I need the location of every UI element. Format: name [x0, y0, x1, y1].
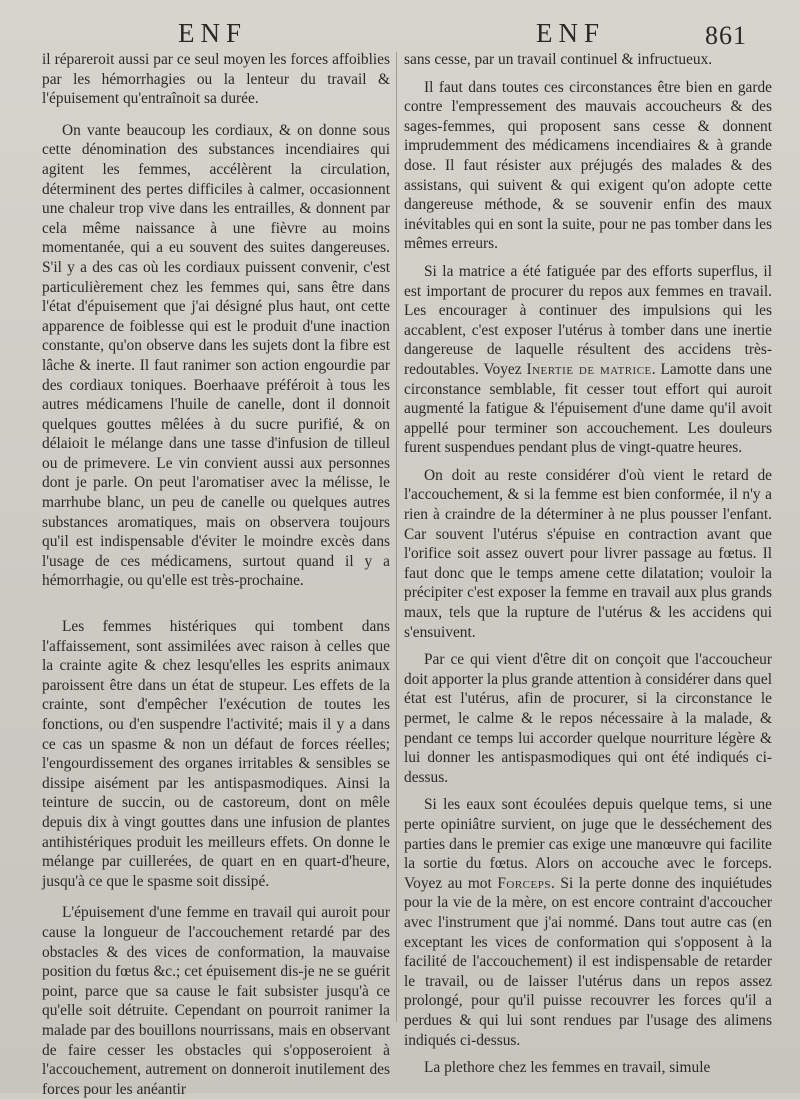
cross-reference: Forceps	[497, 874, 551, 892]
paragraph: La plethore chez les femmes en travail, simule	[424, 1059, 711, 1077]
paragraph: On doit au reste considérer d'où vient le retard de l'accouchement, & si la femme est bien conformée, il n'y a rien à craindre de la déterminer à ne plus pousser l'enfant. Car souvent l'utérus s'épuise en contraction avant que l'orifice soit assez ouvert pour livrer passage au fœtus. Il faut donc que le temps amene cette dilatation; vouloir la précipiter c'est exposer la femme en travail aux plus grands maux, tels que la rupture de l'utérus & les accidens qui s'ensuivent.	[404, 466, 772, 641]
paragraph	[404, 795, 772, 1050]
left-column	[42, 50, 390, 1098]
paragraph: sans cesse, par un travail continuel & infructueux.	[404, 51, 713, 68]
page-number: 861	[705, 21, 747, 50]
paragraph: On vante beaucoup les cordiaux, & on donne sous cette dénomination des substances incendiaires qui agitent les femmes, accélèrent la circulation, déterminent des pertes difficiles à calmer, occasionnent une chaleur trop vive dans les entrailles, & donnent par cela même naissance à une fièvre au moins momentanée, qui a eu souvent des suites dangereuses. S'il y a des cas où les cordiaux puissent convenir, c'est particulièrement chez les femmes qui, sans être dans l'état d'épuisement que j'ai désigné plus haut, ont cette apparence de foiblesse qui est le produit d'une inaction constante, qu'on observe dans les sujets dont la fibre est lâche & inerte. Il faut ranimer son action engourdie par des cordiaux toniques. Boerhaave préféroit à tous les autres médicamens l'huile de canelle, dont il donnoit quelques gouttes mêlées à du sucre purifié, & on délaioit le mélange dans une tasse d'infusion de tilleul ou de primevere. Le vin convient aussi aux personnes dont je parle. On peut l'aromatiser avec la mélisse, le marrhube blanc, un peu de canelle ou quelques autres substances aromatiques, mais on observera toujours qu'il est indispensable d'éviter le moindre excès dans l'usage de ces médicamens, surtout quand il y a hémorrhagie, ou qu'elle est très-prochaine.	[42, 121, 390, 590]
paragraph: L'épuisement d'une femme en travail qui auroit pour cause la longueur de l'accouchement retardé par des obstacles & des vices de conformation, la mauvaise position du fœtus &c.; cet épuisement dis-je ne se guérit point, parce que sa cause le fait subsister jusqu'à ce qu'elle soit détruite. Cependant on pourroit ranimer la malade par des bouillons nourrissans, mais en observant de faire cesser les obstacles qui s'opposeroient à l'accouchement, autrement on donneroit inutilement des forces pour les anéantir	[42, 904, 390, 1098]
running-header	[0, 16, 800, 50]
paragraph-text: . Si la perte donne des inquiétudes pour la vie de la mère, on est encore contraint d'accoucher avec l'instrument que j'ai nommé. Dans tout autre cas (en exceptant les vices de conformation qui s'opposent à la facilité de l'accouchement) il est indispensable de retarder le travail, ou de laisser l'utérus dans un repos assez prolongé, pour qu'il puisse recouvrer les forces qu'il a perdues & qui lui sont rendues par l'usage des alimens indiqués ci-dessus.	[404, 874, 772, 1049]
column-divider	[396, 52, 397, 1022]
paragraph: Les femmes histériques qui tombent dans l'affaissement, sont assimilées avec raison à celles que la crainte agite & chez lesqu'elles les esprits animaux paroissent être dans un état de stupeur. Les effets de la crainte, sont d'empêcher l'exécution de toutes les fonctions, ou d'en suspendre l'activité; mais il y a dans ce cas un spasme & non un défaut de forces réelles; l'engourdissement des organes irritables & sensibles se dissipe aisément par les antispasmodiques. Ainsi la teinture de succin, ou de castoreum, dont on mêle depuis dix à vingt gouttes dans une infusion de plantes antihistériques produit les meilleurs effets. On donne le mélange par cuillerées, de quart en en quart-d'heure, jusqu'à ce que le spasme soit dissipé.	[42, 618, 390, 890]
paragraph: Il faut dans toutes ces circonstances être bien en garde contre l'empressement des mauvais accoucheurs & des sages-femmes, qui proposent sans cesse & donnent imprudemment des médicamens incendiaires & à grande dose. Il faut résister aux préjugés des malades & des assistans, qui suivent & qui exigent qu'on adopte cette dangereuse méthode, & se souvenir enfin des maux inévitables qui en sont la suite, pour ne pas tomber dans les mêmes erreurs.	[404, 78, 772, 253]
header-left-word: ENF	[178, 18, 248, 48]
right-column	[404, 50, 772, 1077]
paragraph	[404, 262, 772, 458]
header-right-word: ENF	[536, 18, 606, 48]
paragraph-text: Si les eaux sont écoulées depuis quelque tems, si une perte opiniâtre survient, on juge que le desséchement des parties dans le premier cas exige une manœuvre qui facilite la sortie du fœtus. Alors on accouche avec le forceps. Voyez au mot	[404, 796, 772, 892]
paragraph-text: Si la matrice a été fatiguée par des efforts superflus, il est important de procurer du repos aux femmes en travail. Les encourager à continuer des impulsions qui les accablent, c'est exposer l'utérus à tomber dans une inertie dangereuse de laquelle résultent des accidens très-redoutables. Voyez	[404, 262, 772, 378]
paragraph-text: . Lamotte dans une circonstance semblable, fit cesser tout effort qui auroit augmenté la fatigue & l'épuisement d'une dame qu'il avoit appellé pour terminer son accouchement. Les douleurs furent suspendues pendant plus de vingt-quatre heures.	[404, 360, 772, 457]
cross-reference: Inertie de matrice	[526, 360, 652, 378]
paragraph: il répareroit aussi par ce seul moyen les forces affoiblies par les hémorrhagies ou la lenteur du travail & l'épuisement qu'entraînoit sa durée.	[42, 51, 390, 108]
paragraph: Par ce qui vient d'être dit on conçoit que l'accoucheur doit apporter la plus grande attention à considérer dans quel état est l'utérus, afin de procurer, si la circonstance le permet, le calme & le repos nécessaire à la malade, & pendant ce temps lui accorder quelque nourriture légère & lui donner les antispasmodiques qui ont été indiqués ci-dessus.	[404, 651, 772, 786]
